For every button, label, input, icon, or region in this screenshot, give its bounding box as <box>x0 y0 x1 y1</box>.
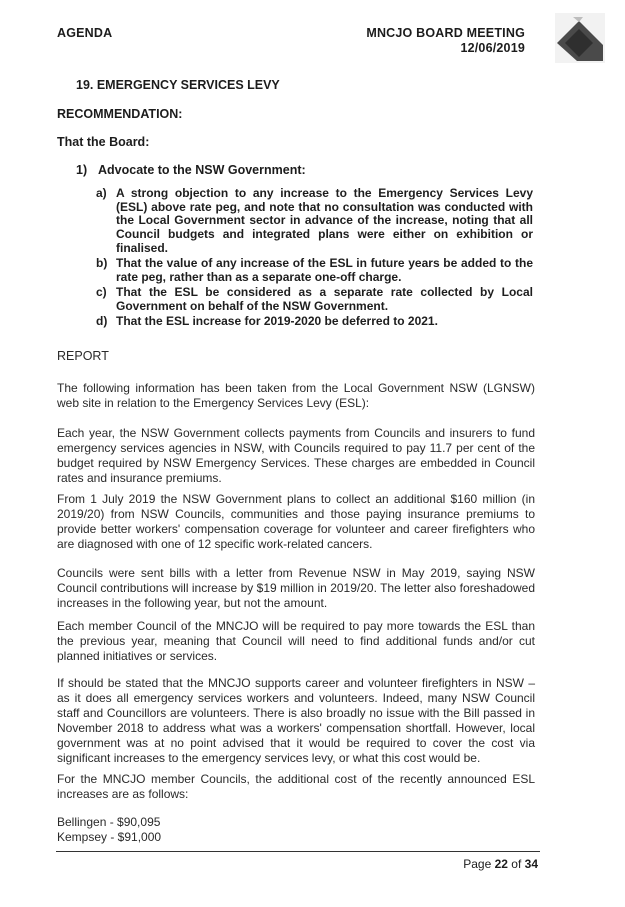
cost-item: Bellingen - $90,095 <box>57 815 161 829</box>
footer-divider <box>56 851 540 852</box>
report-paragraph: Councils were sent bills with a letter from Revenue NSW in May 2019, saying NSW Council contributions will increase by $19 million in 2019/20. The letter also foreshadowed increases in the following year, but not the amount. <box>57 566 535 610</box>
section-title: 19. EMERGENCY SERVICES LEVY <box>76 78 280 92</box>
agenda-label: AGENDA <box>57 26 113 40</box>
report-paragraph: Each year, the NSW Government collects payments from Councils and insurers to fund emergency services agencies in NSW, with Councils required to pay 11.7 per cent of the budget required by NSW Emergency Services. These charges are embedded in Council rates and insurance premiums. <box>57 426 535 485</box>
board-intro: That the Board: <box>57 135 150 149</box>
cost-item: Kempsey - $91,000 <box>57 830 162 844</box>
meeting-date: 12/06/2019 <box>460 41 525 55</box>
report-paragraph: If should be stated that the MNCJO supports career and volunteer firefighters in NSW – as it does all emergency services workers and volunteers. Indeed, many NSW Council staff and Councillors are volunteers. There is also broadly no issue with the Bill passed in November 2018 to address what was a workers' compensation shortfall. However, local government was at no point advised that it would be required to cover the cost via significant increases to the emergency services levy, or what this cost would be. <box>57 676 535 765</box>
recommendation-heading: RECOMMENDATION: <box>57 107 183 121</box>
diamond-logo-icon <box>555 13 605 63</box>
advocate-number: 1) <box>76 163 88 177</box>
recommendation-item: That the ESL be considered as a separate rate collected by Local Government on behalf of the NSW Government. <box>116 285 533 313</box>
report-paragraph: From 1 July 2019 the NSW Government plans to collect an additional $160 million (in 2019/20) from NSW Councils, communities and those paying insurance premiums to provide better workers' compensation coverage for volunteer and career firefighters who are diagnosed with one of 12 specific work-related cancers. <box>57 492 535 551</box>
advocate-text: Advocate to the NSW Government: <box>98 163 306 177</box>
page-of: of <box>507 857 525 871</box>
recommendation-label: d) <box>96 314 108 328</box>
report-heading: REPORT <box>57 349 109 363</box>
page-number: 22 <box>494 857 508 871</box>
meeting-title: MNCJO BOARD MEETING <box>366 26 525 40</box>
page-total: 34 <box>524 857 538 871</box>
recommendation-item: That the ESL increase for 2019-2020 be deferred to 2021. <box>116 314 438 328</box>
report-paragraph: For the MNCJO member Councils, the additional cost of the recently announced ESL increases are as follows: <box>57 772 535 801</box>
recommendation-label: b) <box>96 256 108 270</box>
page-prefix: Page <box>463 857 495 871</box>
recommendation-item: That the value of any increase of the ESL in future years be added to the rate peg, rather than as a separate one-off charge. <box>116 256 533 284</box>
report-paragraph: Each member Council of the MNCJO will be required to pay more towards the ESL than the previous year, meaning that Council will need to find additional funds and/or cut planned initiatives or services. <box>57 619 535 663</box>
recommendation-label: a) <box>96 186 107 200</box>
recommendation-item: A strong objection to any increase to the Emergency Services Levy (ESL) above rate peg, and note that no consultation was conducted with the Local Government sector in advance of the increase, noting that all Council budgets and integrated plans were either on exhibition or finalised. <box>116 186 533 255</box>
report-paragraph: The following information has been taken from the Local Government NSW (LGNSW) web site in relation to the Emergency Services Levy (ESL): <box>57 381 535 410</box>
recommendation-label: c) <box>96 285 107 299</box>
page-indicator <box>463 857 538 871</box>
